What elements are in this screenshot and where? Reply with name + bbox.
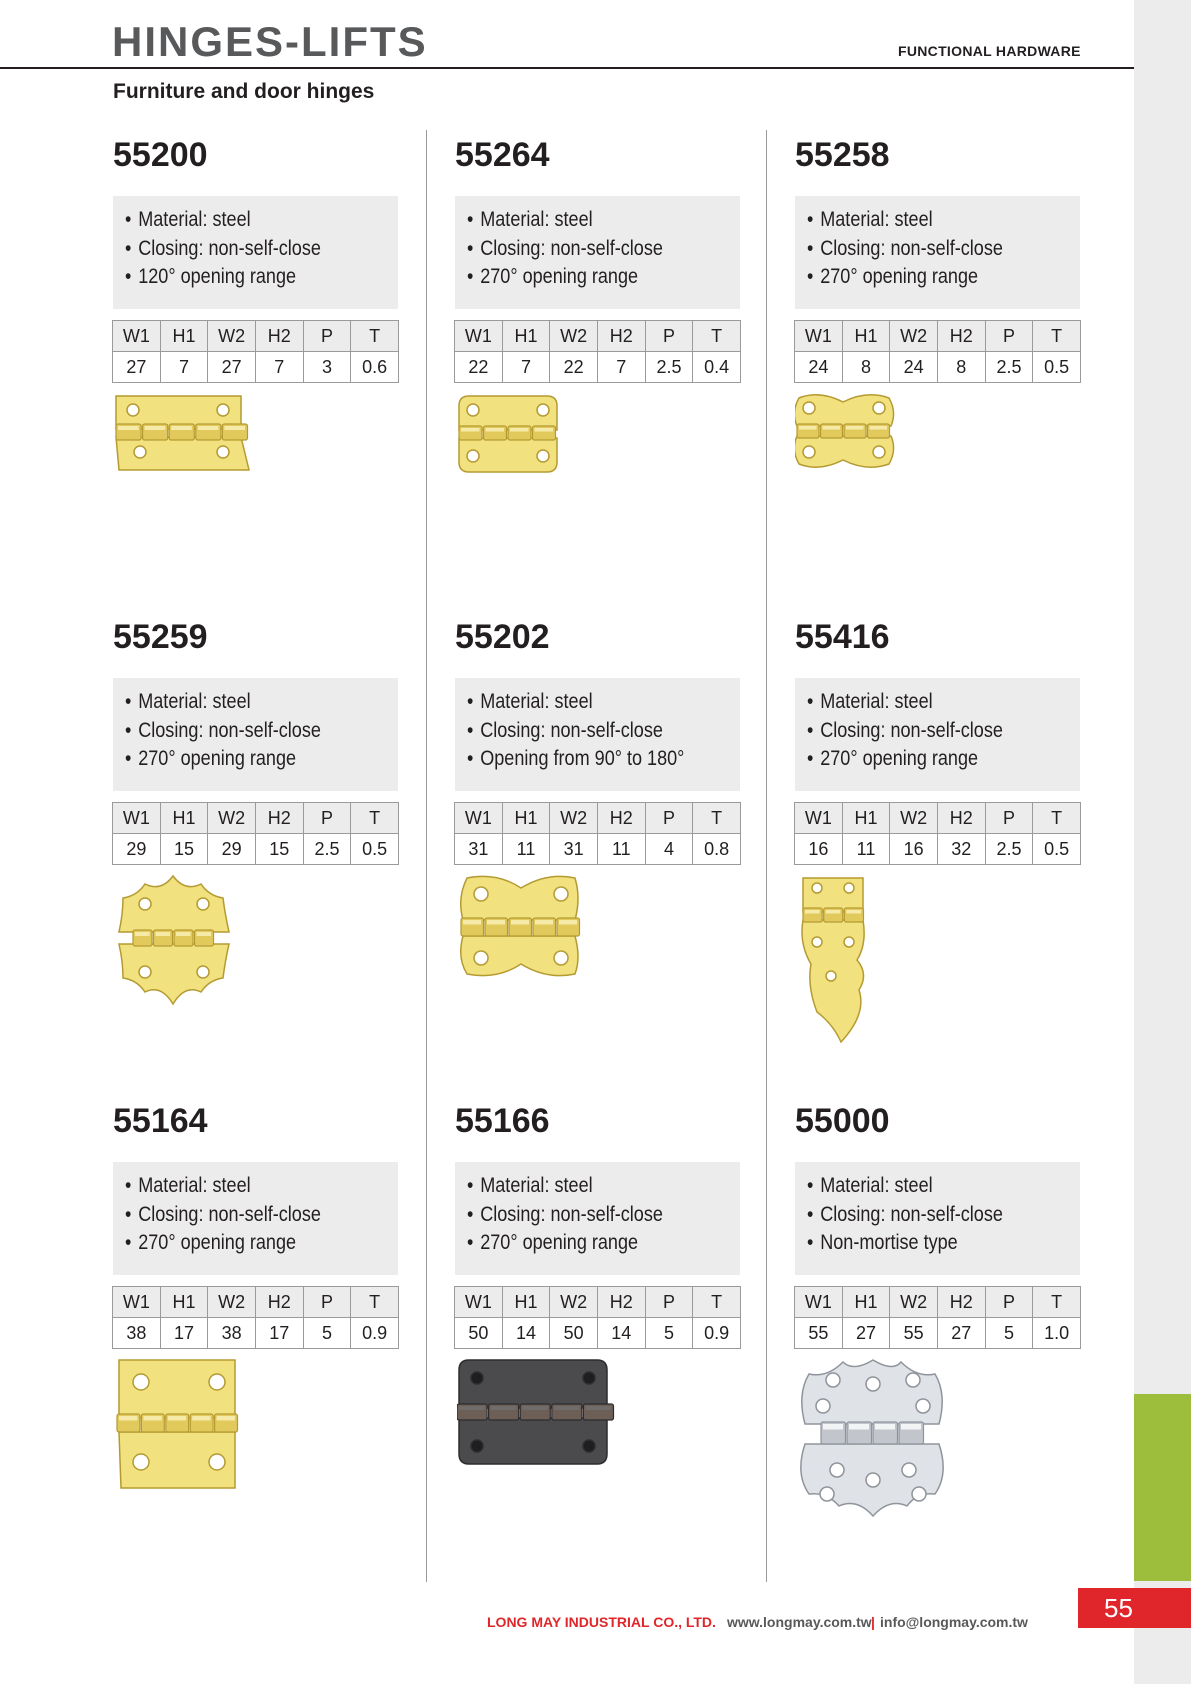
dimension-header: W2 — [208, 321, 256, 352]
footer-email: info@longmay.com.tw — [880, 1614, 1028, 1630]
dimension-value: 0.9 — [693, 1318, 741, 1349]
dimension-header: H1 — [160, 1287, 208, 1318]
dimension-header: P — [645, 1287, 693, 1318]
spec-item: • Non-mortise type — [807, 1229, 1042, 1258]
dimension-value: 7 — [502, 352, 550, 383]
footer-website: www.longmay.com.tw — [727, 1614, 872, 1630]
dimension-header: P — [303, 803, 351, 834]
spec-box — [795, 196, 1080, 309]
dimension-header: H2 — [597, 1287, 645, 1318]
spec-item: • 270° opening range — [467, 263, 702, 292]
hinge-square-icon — [113, 1358, 241, 1492]
dimension-value: 27 — [113, 352, 161, 383]
dimension-table — [794, 1286, 1081, 1349]
dimension-header: W2 — [890, 803, 938, 834]
dimension-value: 8 — [937, 352, 985, 383]
dimension-table — [454, 1286, 741, 1349]
dimension-header: W2 — [550, 321, 598, 352]
product-code: 55202 — [455, 618, 550, 656]
dimension-header: W1 — [455, 1287, 503, 1318]
hinge-butterfly-icon — [795, 392, 895, 474]
dimension-value: 7 — [597, 352, 645, 383]
dimension-value-row — [113, 1318, 399, 1349]
dimension-value: 50 — [455, 1318, 503, 1349]
dimension-value: 5 — [303, 1318, 351, 1349]
dimension-header: P — [645, 321, 693, 352]
spec-item: • Material: steel — [125, 206, 360, 235]
spec-box — [455, 196, 740, 309]
dimension-header: T — [351, 321, 399, 352]
dimension-header: P — [985, 321, 1033, 352]
dimension-value-row — [455, 834, 741, 865]
spec-item: • Material: steel — [125, 1172, 360, 1201]
spec-item: • 270° opening range — [467, 1229, 702, 1258]
dimension-value: 16 — [890, 834, 938, 865]
dimension-value: 5 — [985, 1318, 1033, 1349]
dimension-header: H1 — [160, 803, 208, 834]
dimension-value: 50 — [550, 1318, 598, 1349]
product-code: 55264 — [455, 136, 550, 174]
dimension-value: 22 — [455, 352, 503, 383]
spec-item: • Material: steel — [467, 1172, 702, 1201]
dimension-value: 38 — [113, 1318, 161, 1349]
dimension-header: W1 — [795, 321, 843, 352]
dimension-header: W1 — [113, 1287, 161, 1318]
header-rule — [0, 67, 1134, 69]
dimension-header: W1 — [795, 1287, 843, 1318]
dimension-header: H1 — [842, 321, 890, 352]
product-card — [455, 136, 740, 606]
dimension-value: 38 — [208, 1318, 256, 1349]
footer-company: LONG MAY INDUSTRIAL CO., LTD. — [487, 1614, 716, 1630]
column-divider — [426, 130, 427, 1582]
spec-item: • 120° opening range — [125, 263, 360, 292]
hinge-rounded-rectangle-icon — [457, 1358, 617, 1468]
dimension-header: H1 — [502, 803, 550, 834]
dimension-header: T — [693, 1287, 741, 1318]
dimension-header-row — [455, 1287, 741, 1318]
dimension-value: 0.6 — [351, 352, 399, 383]
dimension-value: 14 — [597, 1318, 645, 1349]
dimension-value: 15 — [160, 834, 208, 865]
dimension-header: P — [303, 1287, 351, 1318]
spec-box — [795, 678, 1080, 791]
dimension-header: H2 — [255, 321, 303, 352]
dimension-header: H1 — [842, 1287, 890, 1318]
spec-item: • Material: steel — [807, 688, 1042, 717]
dimension-value: 27 — [937, 1318, 985, 1349]
dimension-header: W1 — [113, 321, 161, 352]
dimension-header-row — [113, 803, 399, 834]
dimension-value-row — [795, 1318, 1081, 1349]
dimension-value: 16 — [795, 834, 843, 865]
dimension-value: 0.5 — [1033, 834, 1081, 865]
dimension-header: T — [1033, 1287, 1081, 1318]
spec-item: • Material: steel — [467, 206, 702, 235]
dimension-header: T — [1033, 803, 1081, 834]
product-code: 55416 — [795, 618, 890, 656]
dimension-value: 3 — [303, 352, 351, 383]
dimension-value: 7 — [160, 352, 208, 383]
dimension-value: 22 — [550, 352, 598, 383]
spec-item: • Material: steel — [467, 688, 702, 717]
footer-separator: | — [871, 1614, 875, 1630]
dimension-header: W2 — [890, 1287, 938, 1318]
spec-item: • Closing: non-self-close — [467, 1201, 702, 1230]
page-title: HINGES-LIFTS — [112, 18, 428, 65]
dimension-header-row — [795, 1287, 1081, 1318]
dimension-value: 27 — [208, 352, 256, 383]
dimension-value: 31 — [550, 834, 598, 865]
spec-item: • Closing: non-self-close — [125, 235, 360, 264]
dimension-table — [794, 320, 1081, 383]
dimension-value: 0.5 — [351, 834, 399, 865]
dimension-header-row — [455, 803, 741, 834]
spec-box — [113, 196, 398, 309]
dimension-value: 29 — [208, 834, 256, 865]
dimension-header: H2 — [597, 803, 645, 834]
dimension-header: W1 — [455, 803, 503, 834]
dimension-value-row — [455, 1318, 741, 1349]
section-color-tab — [1134, 1394, 1191, 1581]
dimension-value: 31 — [455, 834, 503, 865]
spec-box — [795, 1162, 1080, 1275]
dimension-header: W1 — [795, 803, 843, 834]
dimension-value: 2.5 — [985, 352, 1033, 383]
dimension-value: 55 — [890, 1318, 938, 1349]
product-card — [795, 136, 1080, 606]
dimension-value: 29 — [113, 834, 161, 865]
dimension-value: 14 — [502, 1318, 550, 1349]
product-card — [795, 618, 1080, 1088]
spec-item: • 270° opening range — [807, 745, 1042, 774]
spec-box — [455, 1162, 740, 1275]
hinge-butterfly-wide-icon — [457, 874, 585, 982]
dimension-value: 55 — [795, 1318, 843, 1349]
product-card — [455, 618, 740, 1088]
dimension-header: W1 — [455, 321, 503, 352]
dimension-value-row — [113, 352, 399, 383]
dimension-value: 0.8 — [693, 834, 741, 865]
spec-item: • Closing: non-self-close — [807, 1201, 1042, 1230]
dimension-value: 2.5 — [985, 834, 1033, 865]
dimension-header: W1 — [113, 803, 161, 834]
dimension-table — [112, 320, 399, 383]
dimension-header: H2 — [255, 803, 303, 834]
spec-box — [113, 678, 398, 791]
dimension-header: T — [351, 803, 399, 834]
spec-box — [455, 678, 740, 791]
dimension-value: 15 — [255, 834, 303, 865]
dimension-value: 5 — [645, 1318, 693, 1349]
dimension-value-row — [455, 352, 741, 383]
spec-item: • Closing: non-self-close — [467, 235, 702, 264]
dimension-header: P — [985, 803, 1033, 834]
dimension-value: 17 — [160, 1318, 208, 1349]
dimension-table — [454, 802, 741, 865]
product-code: 55200 — [113, 136, 208, 174]
product-card — [113, 136, 398, 606]
product-code: 55258 — [795, 136, 890, 174]
dimension-value-row — [795, 834, 1081, 865]
spec-item: • 270° opening range — [807, 263, 1042, 292]
hinge-spade-icon — [797, 874, 869, 1046]
dimension-header: H2 — [937, 321, 985, 352]
dimension-value: 0.9 — [351, 1318, 399, 1349]
dimension-value: 0.5 — [1033, 352, 1081, 383]
dimension-header: W2 — [890, 321, 938, 352]
dimension-table — [454, 320, 741, 383]
spec-item: • Closing: non-self-close — [125, 717, 360, 746]
hinge-notched-corner-icon — [457, 392, 561, 476]
dimension-header: H2 — [597, 321, 645, 352]
dimension-header: H2 — [937, 803, 985, 834]
dimension-header: H1 — [160, 321, 208, 352]
spec-item: • Closing: non-self-close — [125, 1201, 360, 1230]
dimension-value-row — [113, 834, 399, 865]
spec-item: • 270° opening range — [125, 745, 360, 774]
dimension-header: H1 — [502, 321, 550, 352]
dimension-header: T — [351, 1287, 399, 1318]
dimension-header-row — [113, 321, 399, 352]
dimension-header: W2 — [550, 1287, 598, 1318]
column-divider — [766, 130, 767, 1582]
dimension-header: H2 — [255, 1287, 303, 1318]
product-code: 55164 — [113, 1102, 208, 1140]
spec-item: • Material: steel — [807, 206, 1042, 235]
page-subtitle: Furniture and door hinges — [113, 80, 375, 103]
spec-item: • Material: steel — [125, 688, 360, 717]
dimension-value: 11 — [842, 834, 890, 865]
hinge-ornamental-icon — [113, 874, 235, 1008]
dimension-header-row — [455, 321, 741, 352]
dimension-value: 24 — [890, 352, 938, 383]
dimension-header: P — [645, 803, 693, 834]
dimension-header: P — [303, 321, 351, 352]
section-label: FUNCTIONAL HARDWARE — [898, 43, 1081, 59]
dimension-value: 8 — [842, 352, 890, 383]
product-card — [113, 618, 398, 1088]
spec-item: • Closing: non-self-close — [807, 235, 1042, 264]
dimension-value: 7 — [255, 352, 303, 383]
dimension-header-row — [795, 321, 1081, 352]
dimension-header: H2 — [937, 1287, 985, 1318]
spec-item: • Material: steel — [807, 1172, 1042, 1201]
dimension-value: 1.0 — [1033, 1318, 1081, 1349]
dimension-value: 11 — [502, 834, 550, 865]
dimension-header: T — [693, 321, 741, 352]
product-card — [795, 1102, 1080, 1572]
dimension-header-row — [113, 1287, 399, 1318]
dimension-value: 2.5 — [645, 352, 693, 383]
product-code: 55000 — [795, 1102, 890, 1140]
dimension-header: H1 — [502, 1287, 550, 1318]
product-code: 55166 — [455, 1102, 550, 1140]
dimension-table — [794, 802, 1081, 865]
dimension-value: 27 — [842, 1318, 890, 1349]
dimension-header: H1 — [842, 803, 890, 834]
dimension-table — [112, 802, 399, 865]
spec-item: • 270° opening range — [125, 1229, 360, 1258]
dimension-header: T — [693, 803, 741, 834]
spec-item: • Closing: non-self-close — [467, 717, 702, 746]
hinge-decorative-chrome-icon — [797, 1358, 953, 1518]
dimension-value: 17 — [255, 1318, 303, 1349]
dimension-value: 24 — [795, 352, 843, 383]
product-card — [455, 1102, 740, 1572]
product-card — [113, 1102, 398, 1572]
dimension-value: 2.5 — [303, 834, 351, 865]
dimension-header: W2 — [208, 1287, 256, 1318]
dimension-value: 0.4 — [693, 352, 741, 383]
dimension-value-row — [795, 352, 1081, 383]
dimension-header: T — [1033, 321, 1081, 352]
dimension-header-row — [795, 803, 1081, 834]
product-code: 55259 — [113, 618, 208, 656]
page-number: 55 — [1078, 1588, 1191, 1628]
dimension-value: 32 — [937, 834, 985, 865]
hinge-rectangular-icon — [113, 392, 253, 476]
dimension-value: 11 — [597, 834, 645, 865]
spec-item: • Closing: non-self-close — [807, 717, 1042, 746]
dimension-header: W2 — [208, 803, 256, 834]
dimension-table — [112, 1286, 399, 1349]
spec-box — [113, 1162, 398, 1275]
spec-item: • Opening from 90° to 180° — [467, 745, 702, 774]
dimension-value: 4 — [645, 834, 693, 865]
dimension-header: P — [985, 1287, 1033, 1318]
dimension-header: W2 — [550, 803, 598, 834]
